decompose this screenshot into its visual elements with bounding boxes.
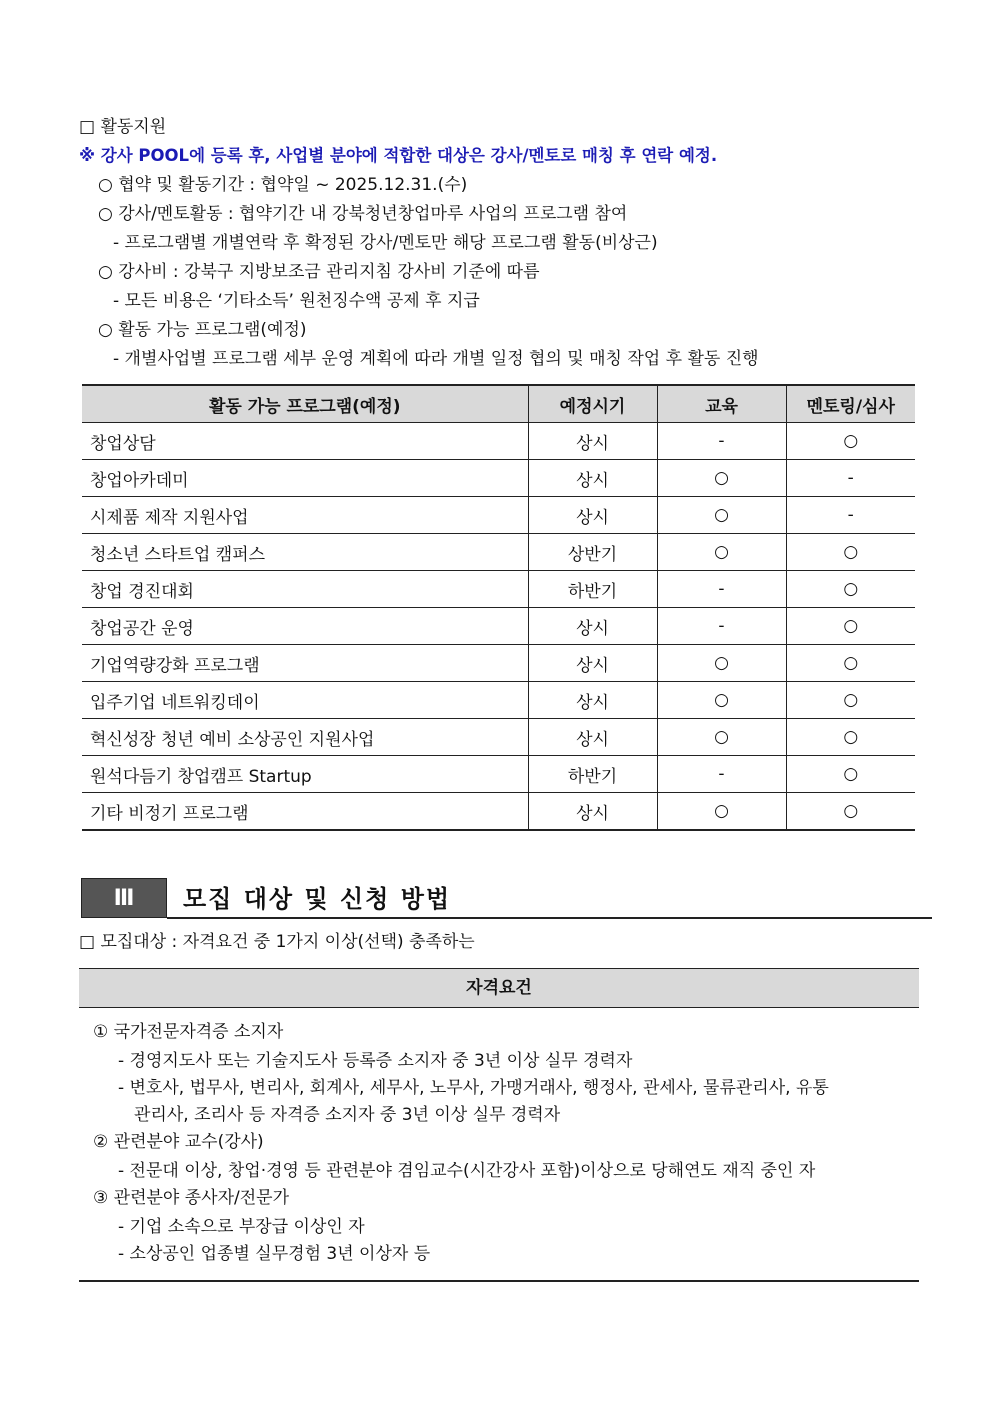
program-line: ○ 활동 가능 프로그램(예정): [98, 320, 307, 340]
program-education: ○: [657, 534, 786, 571]
qual-item-3: ③ 관련분야 종사자/전문가: [93, 1188, 289, 1208]
program-name: 청소년 스타트업 캠퍼스: [82, 534, 528, 571]
program-name: 창업아카데미: [82, 460, 528, 497]
activity-line: ○ 강사/멘토활동 : 협약기간 내 강북청년창업마루 사업의 프로그램 참여: [98, 204, 628, 224]
program-name: 창업 경진대회: [82, 571, 528, 608]
table-row: [82, 682, 915, 719]
qual-item-3-detail-b: - 소상공인 업종별 실무경험 3년 이상자 등: [118, 1244, 431, 1264]
fee-line: ○ 강사비 : 강북구 지방보조금 관리지침 강사비 기준에 따름: [98, 262, 540, 282]
qual-item-1-detail-b: - 변호사, 법무사, 변리사, 회계사, 세무사, 노무사, 가맹거래사, 행정사, 관세사, 물류관리사, 유통: [118, 1078, 829, 1098]
program-mentoring: ○: [786, 756, 915, 793]
program-schedule: 하반기: [528, 571, 657, 608]
col-header-program: 활동 가능 프로그램(예정): [82, 385, 528, 423]
program-schedule: 상반기: [528, 534, 657, 571]
program-mentoring: ○: [786, 571, 915, 608]
program-mentoring: ○: [786, 608, 915, 645]
qual-item-1: ① 국가전문자격증 소지자: [93, 1022, 284, 1042]
program-name: 창업공간 운영: [82, 608, 528, 645]
recruit-target-line: □ 모집대상 : 자격요건 중 1가지 이상(선택) 충족하는: [79, 932, 475, 952]
program-name: 기타 비정기 프로그램: [82, 793, 528, 831]
table-row: [82, 756, 915, 793]
program-schedule: 상시: [528, 497, 657, 534]
table-row: [82, 645, 915, 682]
program-name: 입주기업 네트워킹데이: [82, 682, 528, 719]
program-schedule: 상시: [528, 460, 657, 497]
program-schedule: 상시: [528, 719, 657, 756]
program-education: ○: [657, 793, 786, 831]
col-header-mentoring: 멘토링/심사: [786, 385, 915, 423]
qual-item-3-detail-a: - 기업 소속으로 부장급 이상인 자: [118, 1217, 365, 1237]
program-name: 혁신성장 청년 예비 소상공인 지원사업: [82, 719, 528, 756]
qualification-header: 자격요건: [79, 968, 919, 1008]
support-heading: □ 활동지원: [79, 117, 167, 137]
program-mentoring: ○: [786, 793, 915, 831]
program-mentoring: -: [786, 460, 915, 497]
program-mentoring: ○: [786, 645, 915, 682]
program-education: ○: [657, 460, 786, 497]
program-education: ○: [657, 719, 786, 756]
table-header-row: [82, 385, 915, 423]
program-detail-line: - 개별사업별 프로그램 세부 운영 계획에 따라 개별 일정 협의 및 매칭 작업 후 활동 진행: [113, 349, 759, 369]
program-mentoring: ○: [786, 423, 915, 460]
fee-detail-line: - 모든 비용은 ‘기타소득’ 원천징수액 공제 후 지급: [113, 291, 480, 311]
table-row: [82, 571, 915, 608]
program-name: 창업상담: [82, 423, 528, 460]
program-education: -: [657, 571, 786, 608]
program-schedule: 하반기: [528, 756, 657, 793]
program-mentoring: ○: [786, 682, 915, 719]
table-row: [82, 534, 915, 571]
program-name: 기업역량강화 프로그램: [82, 645, 528, 682]
program-name: 시제품 제작 지원사업: [82, 497, 528, 534]
program-education: ○: [657, 497, 786, 534]
qual-item-2: ② 관련분야 교수(강사): [93, 1132, 264, 1152]
program-schedule: 상시: [528, 608, 657, 645]
qualification-bottom-rule: [79, 1280, 919, 1282]
program-schedule: 상시: [528, 793, 657, 831]
section-title-underline: [167, 917, 932, 919]
program-mentoring: ○: [786, 534, 915, 571]
program-education: ○: [657, 682, 786, 719]
table-row: [82, 608, 915, 645]
qual-item-2-detail: - 전문대 이상, 창업·경영 등 관련분야 겸임교수(시간강사 포함)이상으로 당해연도 재직 중인 자: [118, 1161, 816, 1181]
table-row: [82, 460, 915, 497]
program-schedule: 상시: [528, 682, 657, 719]
program-mentoring: -: [786, 497, 915, 534]
program-education: -: [657, 608, 786, 645]
program-name: 원석다듬기 창업캠프 Startup: [82, 756, 528, 793]
table-row: [82, 719, 915, 756]
period-line: ○ 협약 및 활동기간 : 협약일 ~ 2025.12.31.(수): [98, 175, 468, 195]
table-row: [82, 497, 915, 534]
qual-item-1-detail-b-cont: 관리사, 조리사 등 자격증 소지자 중 3년 이상 실무 경력자: [134, 1105, 561, 1125]
section-title: 모집 대상 및 신청 방법: [183, 885, 452, 913]
program-education: -: [657, 756, 786, 793]
col-header-education: 교육: [657, 385, 786, 423]
qual-item-1-detail-a: - 경영지도사 또는 기술지도사 등록증 소지자 중 3년 이상 실무 경력자: [118, 1051, 633, 1071]
program-education: ○: [657, 645, 786, 682]
activity-detail-line: - 프로그램별 개별연락 후 확정된 강사/멘토만 해당 프로그램 활동(비상근): [113, 233, 658, 253]
program-table: [82, 384, 915, 831]
col-header-schedule: 예정시기: [528, 385, 657, 423]
table-row: [82, 793, 915, 831]
program-schedule: 상시: [528, 423, 657, 460]
table-row: [82, 423, 915, 460]
section-number-badge: Ⅲ: [81, 878, 167, 918]
program-mentoring: ○: [786, 719, 915, 756]
program-education: -: [657, 423, 786, 460]
program-schedule: 상시: [528, 645, 657, 682]
matching-notice: ※ 강사 POOL에 등록 후, 사업별 분야에 적합한 대상은 강사/멘토로 매칭 후 연락 예정.: [79, 146, 718, 165]
